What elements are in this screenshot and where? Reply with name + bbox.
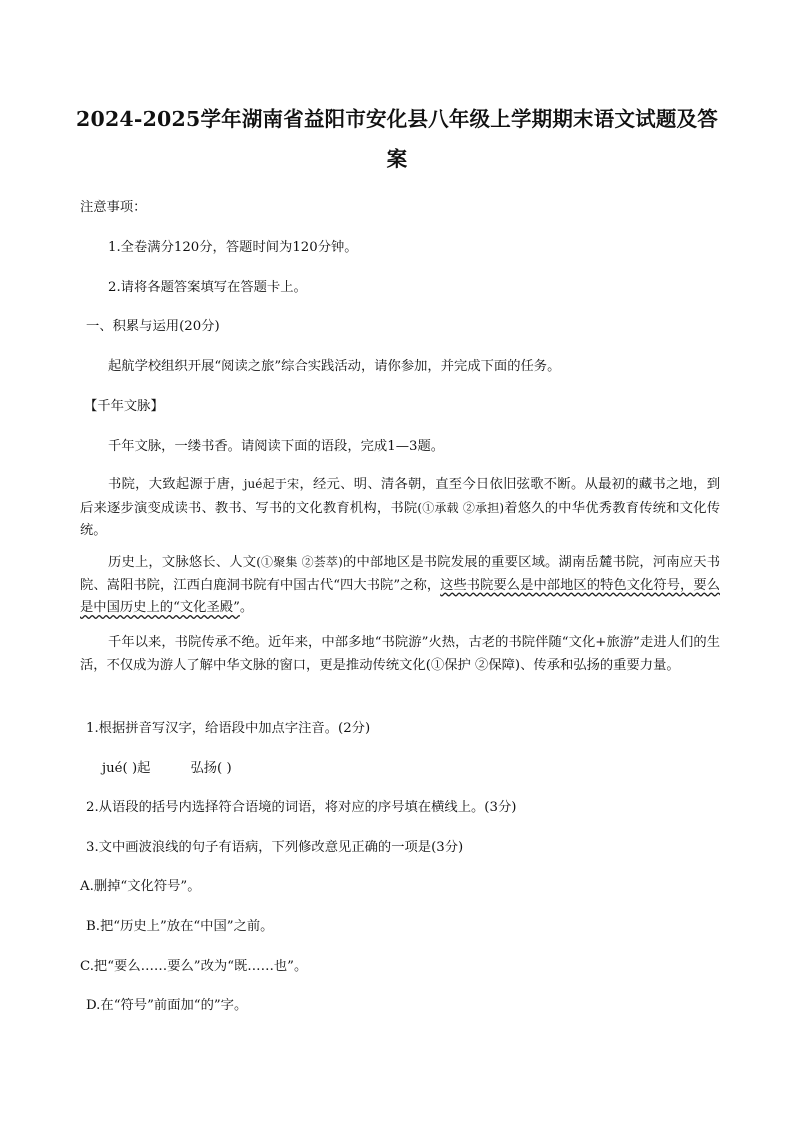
section-1-subheading: 【千年文脉】: [84, 399, 164, 414]
notice-item-2: 2.请将各题答案填写在答题卡上。: [108, 280, 307, 295]
document-title-line-1: 2024-2025学年湖南省益阳市安化县八年级上学期期末语文试题及答: [76, 107, 718, 131]
passage-p1-part-c: ，经元、明、清各朝，直至今日依旧弦歌不断。从最初的藏书之地，到后来逐步演变成读书、教书、写书的文化教育机构，书院: [80, 477, 721, 516]
question-1-blank-hongyang: 弘扬( ): [190, 761, 232, 776]
passage-paragraph-3: 千年以来，书院传承不绝。近年来，中部多地“书院游”火热，古老的书院伴随“文化+旅游”走进人们的生活，不仅成为游人了解中华文脉的窗口，更是推动传统文化(①保护 ②保障)、传承和弘扬的重要力量。: [80, 635, 720, 673]
section-1-instruction: 千年文脉，一缕书香。请阅读下面的语段，完成1—3题。: [108, 439, 445, 454]
section-1-intro: 起航学校组织开展“阅读之旅”综合实践活动，请你参加，并完成下面的任务。: [108, 359, 561, 374]
passage-p1-options: (①承载 ②承担): [417, 500, 505, 515]
question-1-blank-jue: jué( )起: [102, 761, 151, 776]
notice-item-1: 1.全卷满分120分，答题时间为120分钟。: [108, 240, 358, 255]
passage-p1-part-e: 着悠久的中华优秀教育传统和文化传统。: [80, 500, 721, 538]
passage-paragraph-2: [80, 551, 720, 620]
passage-p2-part-c: 的中部地区是书院发展的重要区域。湖南岳麓书院，河南应天书院、嵩阳书院，江西白鹿洞书院有中国古代“四大书院”之称，: [80, 555, 721, 593]
question-2: 2.从语段的括号内选择符合语境的词语，将对应的序号填在横线上。(3分): [86, 800, 517, 815]
section-1-heading: 一、积累与运用(20分): [86, 319, 220, 334]
question-3-option-b: B.把“历史上”放在“中国”之前。: [86, 919, 274, 934]
wavy-underlined-sentence: 这些书院要么是中部地区的特色文化符号，要么是中国历史上的“文化圣殿”: [80, 577, 720, 615]
passage-p2-part-e: 。: [239, 600, 254, 615]
question-3-option-a: A.删掉“文化符号”。: [80, 879, 201, 894]
passage-paragraph-1: [80, 473, 720, 543]
question-3-option-d: D.在“符号”前面加“的”字。: [86, 998, 248, 1013]
question-1-blanks: [102, 757, 742, 780]
passage-p1-pinyin: jué起于宋: [243, 477, 300, 491]
notice-heading: 注意事项：: [80, 200, 147, 215]
passage-p1-part-a: 书院，大致起源于唐，: [108, 477, 244, 492]
passage-p2-options: (①聚集 ②荟萃): [256, 555, 343, 569]
question-3-option-c: C.把“要么……要么”改为“既……也”。: [80, 959, 308, 974]
question-1: 1.根据拼音写汉字，给语段中加点字注音。(2分): [86, 721, 371, 736]
passage-p2-part-a: 历史上，文脉悠长、人文: [108, 555, 257, 570]
question-3: 3.文中画波浪线的句子有语病，下列修改意见正确的一项是(3分): [86, 840, 464, 855]
document-title-line-2: 案: [386, 147, 408, 171]
